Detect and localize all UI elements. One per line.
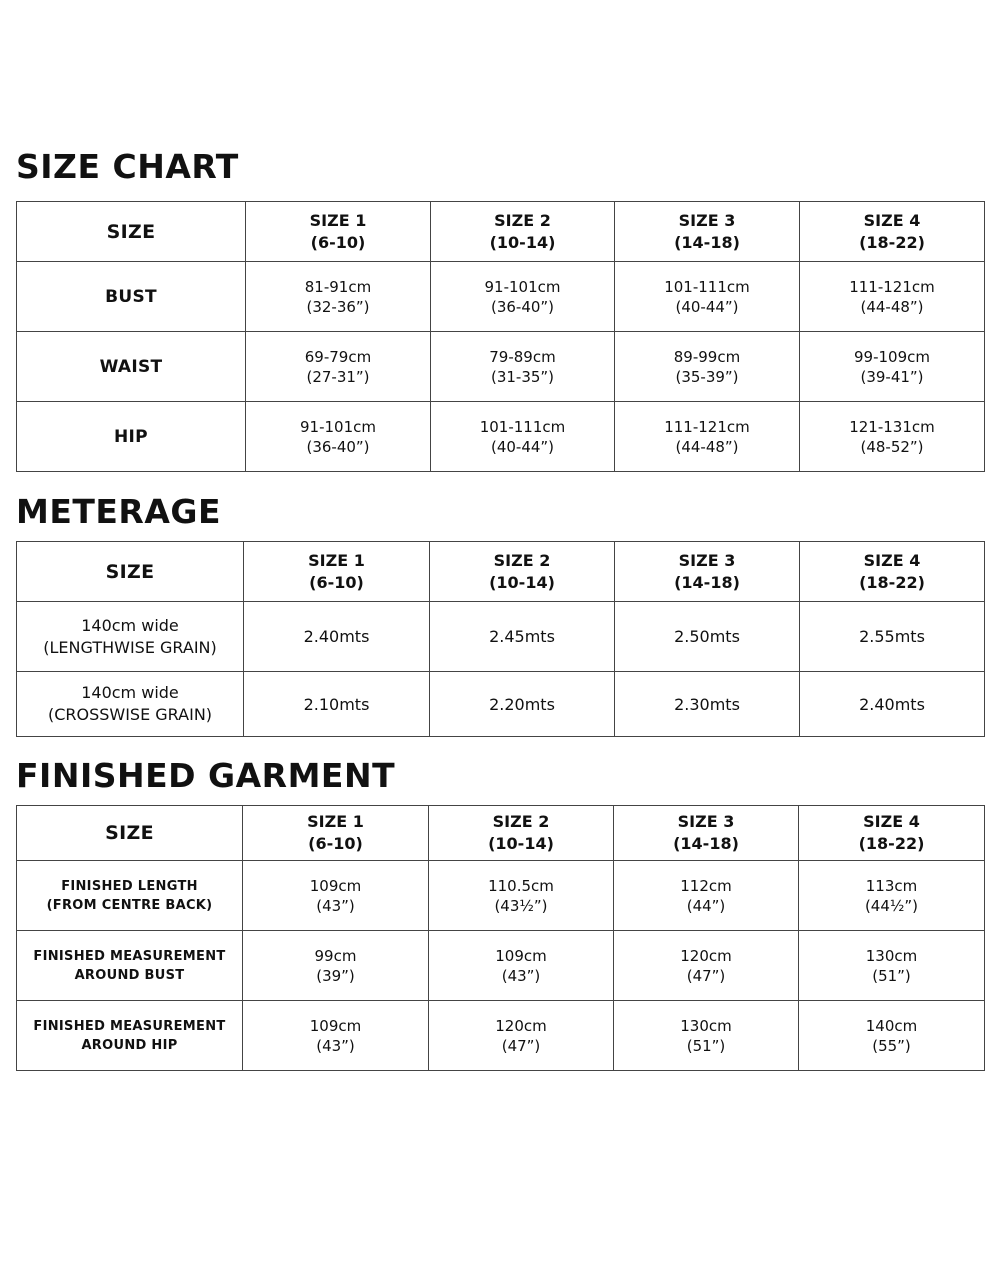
size-chart-col-header: SIZE 2 (10-14) — [431, 202, 615, 262]
meterage-row-crosswise — [17, 672, 985, 737]
size-chart-row-hip — [17, 402, 985, 472]
measurement-cell: 113cm (44½”) — [799, 861, 985, 931]
finished-garment-row-bust — [17, 931, 985, 1001]
meterage-col-header: SIZE 1 (6-10) — [244, 542, 430, 602]
size-chart-title: SIZE CHART — [16, 147, 239, 186]
meterage-title: METERAGE — [16, 492, 222, 531]
measurement-cell: 110.5cm (43½”) — [429, 861, 614, 931]
finished-garment-col-header: SIZE 2 (10-14) — [429, 806, 614, 861]
measurement-cell: 130cm (51”) — [614, 1001, 799, 1071]
measurement-cell: 121-131cm (48-52”) — [800, 402, 985, 472]
measurement-cell: 69-79cm (27-31”) — [246, 332, 431, 402]
measurement-cell: 91-101cm (36-40”) — [246, 402, 431, 472]
measurement-cell: 99-109cm (39-41”) — [800, 332, 985, 402]
row-label: FINISHED LENGTH (FROM CENTRE BACK) — [17, 861, 243, 931]
row-label: HIP — [17, 402, 246, 472]
meterage-cell: 2.30mts — [615, 672, 800, 737]
measurement-cell: 101-111cm (40-44”) — [615, 262, 800, 332]
finished-garment-col-header: SIZE 1 (6-10) — [243, 806, 429, 861]
measurement-cell: 109cm (43”) — [429, 931, 614, 1001]
size-chart-row-bust — [17, 262, 985, 332]
size-chart-col-header: SIZE 4 (18-22) — [800, 202, 985, 262]
meterage-col-header: SIZE 3 (14-18) — [615, 542, 800, 602]
row-label: BUST — [17, 262, 246, 332]
meterage-row-lengthwise — [17, 602, 985, 672]
meterage-table — [16, 541, 985, 737]
meterage-cell: 2.40mts — [244, 602, 430, 672]
finished-garment-title: FINISHED GARMENT — [16, 756, 396, 795]
meterage-header-label: SIZE — [17, 542, 244, 602]
meterage-cell: 2.50mts — [615, 602, 800, 672]
meterage-cell: 2.10mts — [244, 672, 430, 737]
meterage-col-header: SIZE 2 (10-14) — [430, 542, 615, 602]
row-label: 140cm wide (LENGTHWISE GRAIN) — [17, 602, 244, 672]
measurement-cell: 109cm (43”) — [243, 861, 429, 931]
row-label: 140cm wide (CROSSWISE GRAIN) — [17, 672, 244, 737]
measurement-cell: 89-99cm (35-39”) — [615, 332, 800, 402]
measurement-cell: 120cm (47”) — [614, 931, 799, 1001]
measurement-cell: 120cm (47”) — [429, 1001, 614, 1071]
size-chart-header-row — [17, 202, 985, 262]
size-chart-col-header: SIZE 3 (14-18) — [615, 202, 800, 262]
row-label: FINISHED MEASUREMENT AROUND HIP — [17, 1001, 243, 1071]
finished-garment-col-header: SIZE 3 (14-18) — [614, 806, 799, 861]
measurement-cell: 99cm (39”) — [243, 931, 429, 1001]
measurement-cell: 111-121cm (44-48”) — [615, 402, 800, 472]
meterage-header-row — [17, 542, 985, 602]
meterage-cell: 2.55mts — [800, 602, 985, 672]
meterage-cell: 2.20mts — [430, 672, 615, 737]
finished-garment-header-row — [17, 806, 985, 861]
finished-garment-row-hip — [17, 1001, 985, 1071]
row-label: FINISHED MEASUREMENT AROUND BUST — [17, 931, 243, 1001]
measurement-cell: 111-121cm (44-48”) — [800, 262, 985, 332]
measurement-cell: 109cm (43”) — [243, 1001, 429, 1071]
size-chart-table — [16, 201, 985, 472]
row-label: WAIST — [17, 332, 246, 402]
meterage-cell: 2.45mts — [430, 602, 615, 672]
measurement-cell: 81-91cm (32-36”) — [246, 262, 431, 332]
measurement-cell: 140cm (55”) — [799, 1001, 985, 1071]
meterage-col-header: SIZE 4 (18-22) — [800, 542, 985, 602]
finished-garment-row-length — [17, 861, 985, 931]
size-chart-col-header: SIZE 1 (6-10) — [246, 202, 431, 262]
measurement-cell: 79-89cm (31-35”) — [431, 332, 615, 402]
size-chart-header-label: SIZE — [17, 202, 246, 262]
meterage-cell: 2.40mts — [800, 672, 985, 737]
measurement-cell: 130cm (51”) — [799, 931, 985, 1001]
finished-garment-col-header: SIZE 4 (18-22) — [799, 806, 985, 861]
finished-garment-table — [16, 805, 985, 1071]
size-chart-row-waist — [17, 332, 985, 402]
measurement-cell: 101-111cm (40-44”) — [431, 402, 615, 472]
measurement-cell: 91-101cm (36-40”) — [431, 262, 615, 332]
finished-garment-header-label: SIZE — [17, 806, 243, 861]
measurement-cell: 112cm (44”) — [614, 861, 799, 931]
